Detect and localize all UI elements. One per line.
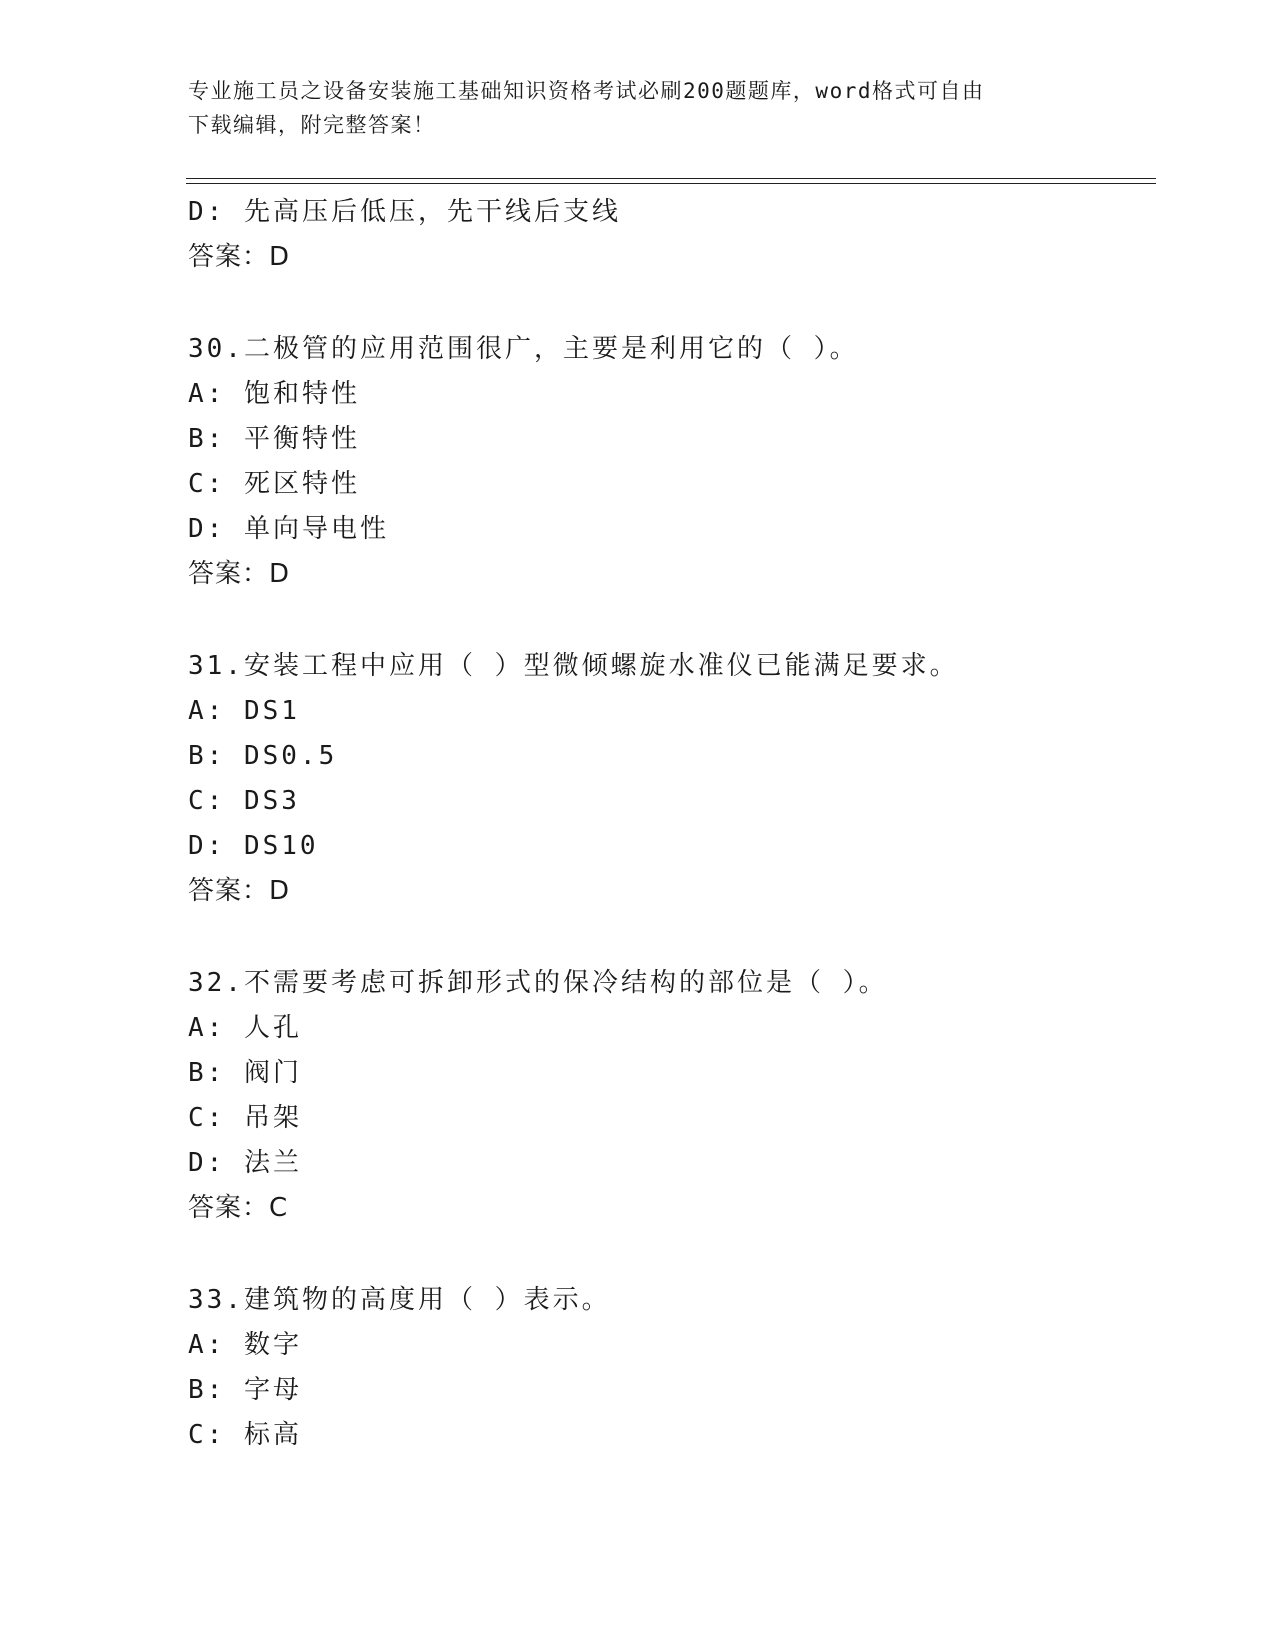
header-line-2: 下载编辑，附完整答案！ (188, 113, 436, 137)
option-b: B: 字母 (188, 1375, 302, 1405)
option-b: B: 阀门 (188, 1058, 302, 1088)
question-30 (188, 327, 1148, 597)
option-b: B: 平衡特性 (188, 424, 360, 454)
header-rule-bottom (186, 183, 1156, 184)
option-d: D: 先高压后低压，先干线后支线 (188, 197, 621, 227)
option-d: D: DS10 (188, 831, 319, 861)
option-a: A: 数字 (188, 1330, 302, 1360)
document-header (188, 74, 1088, 142)
question-stem: 31.安装工程中应用（ ）型微倾螺旋水准仪已能满足要求。 (188, 651, 959, 681)
answer: 答案：D (188, 876, 291, 906)
question-33 (188, 1278, 1148, 1458)
option-d: D: 法兰 (188, 1148, 302, 1178)
answer: 答案：D (188, 242, 291, 272)
question-stem: 32.不需要考虑可拆卸形式的保冷结构的部位是（ ）。 (188, 968, 888, 998)
question-31 (188, 644, 1148, 914)
option-c: C: 死区特性 (188, 469, 360, 499)
option-a: A: 饱和特性 (188, 379, 360, 409)
option-b: B: DS0.5 (188, 741, 338, 771)
option-d: D: 单向导电性 (188, 514, 389, 544)
option-a: A: DS1 (188, 696, 300, 726)
answer: 答案：D (188, 559, 291, 589)
option-c: C: 标高 (188, 1420, 302, 1450)
question-29-tail (188, 190, 1148, 280)
header-rule-top (186, 178, 1156, 179)
option-c: C: DS3 (188, 786, 300, 816)
question-32 (188, 961, 1148, 1231)
option-a: A: 人孔 (188, 1013, 302, 1043)
question-content (188, 190, 1148, 1458)
question-stem: 30.二极管的应用范围很广，主要是利用它的（ ）。 (188, 334, 859, 364)
header-line-1: 专业施工员之设备安装施工基础知识资格考试必刷200题题库，word格式可自由 (188, 79, 985, 103)
question-stem: 33.建筑物的高度用（ ）表示。 (188, 1285, 611, 1315)
answer: 答案：C (188, 1193, 289, 1223)
option-c: C: 吊架 (188, 1103, 302, 1133)
